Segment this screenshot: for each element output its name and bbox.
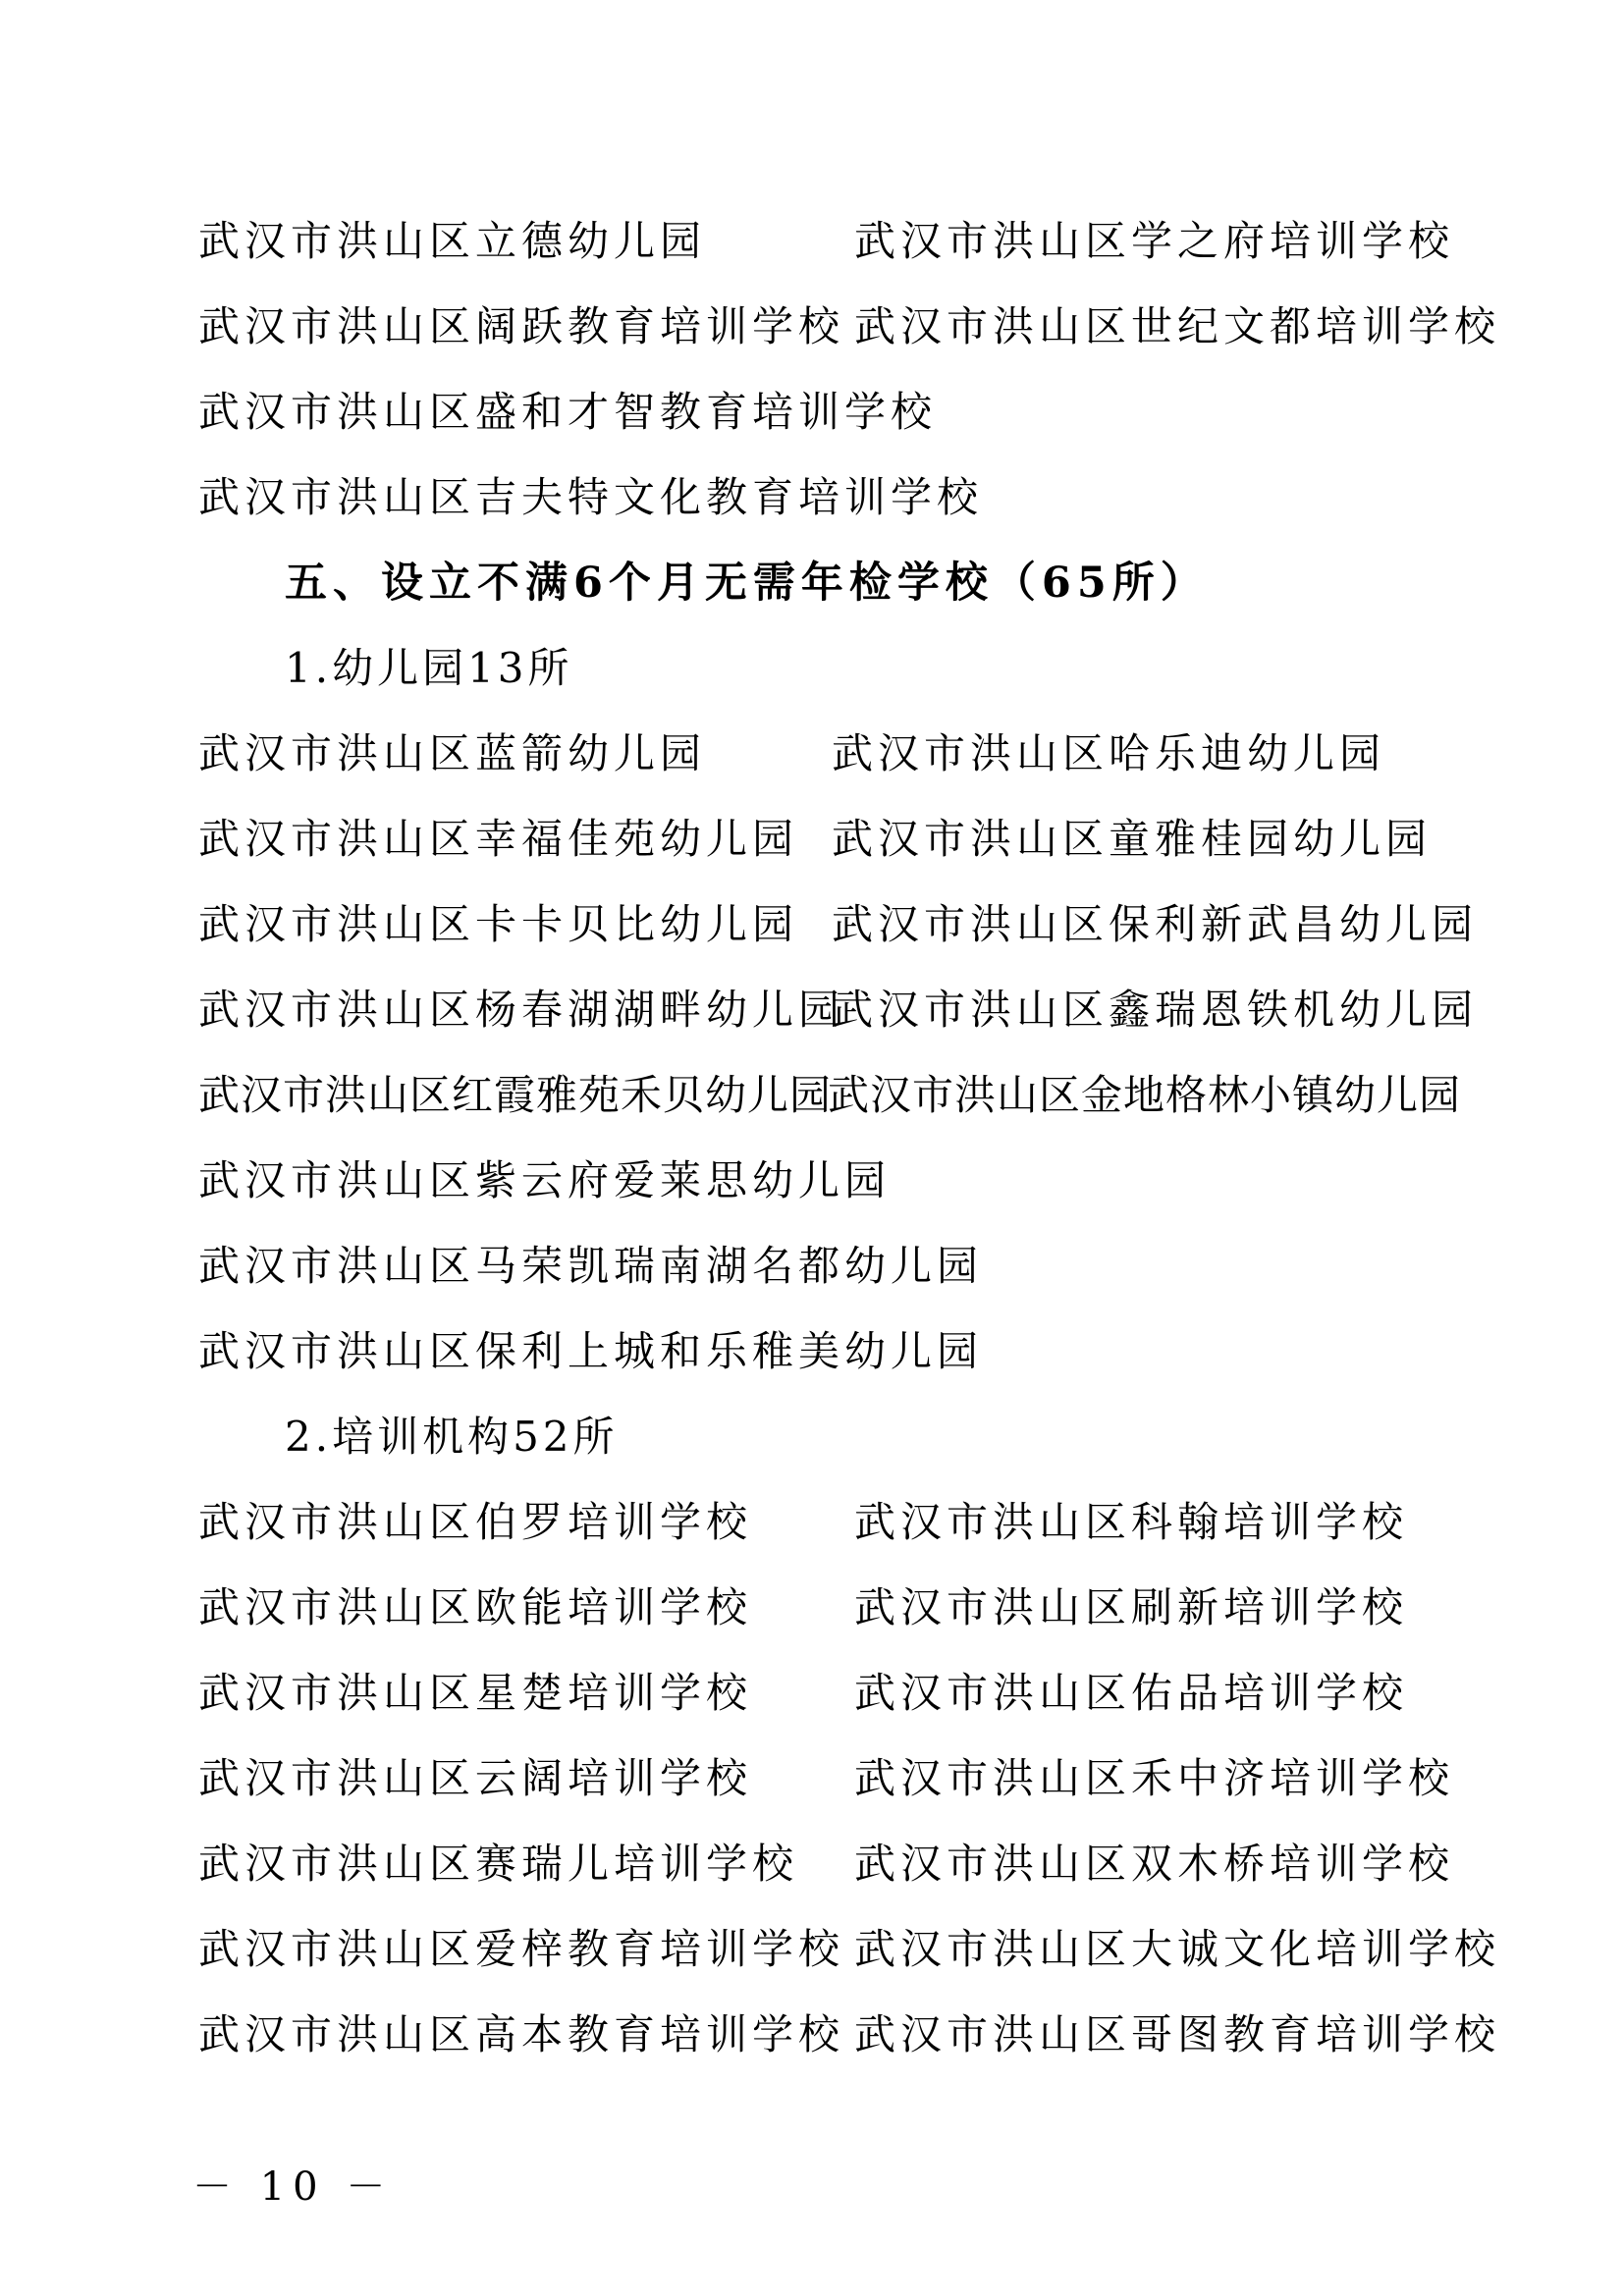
kindergarten-name: 武汉市洪山区紫云府爱莱思幼儿园	[198, 1156, 892, 1204]
section-heading: 五、设立不满6个月无需年检学校（65所）	[285, 559, 1209, 608]
kindergarten-name: 武汉市洪山区卡卡贝比幼儿园	[198, 900, 799, 948]
kindergarten-name: 武汉市洪山区金地格林小镇幼儿园	[828, 1071, 1462, 1119]
training-school-name: 武汉市洪山区云阔培训学校	[198, 1754, 753, 1802]
kindergarten-name: 武汉市洪山区幸福佳苑幼儿园	[198, 815, 799, 863]
school-name: 武汉市洪山区世纪文都培训学校	[854, 302, 1501, 350]
training-school-name: 武汉市洪山区双木桥培训学校	[854, 1840, 1455, 1888]
training-school-name: 武汉市洪山区欧能培训学校	[198, 1583, 753, 1631]
training-school-name: 武汉市洪山区佑品培训学校	[854, 1669, 1409, 1717]
school-name: 武汉市洪山区盛和才智教育培训学校	[198, 388, 938, 436]
training-school-name: 武汉市洪山区爱梓教育培训学校	[198, 1925, 845, 1973]
subsection-heading-training: 2.培训机构52所	[285, 1413, 619, 1461]
kindergarten-name: 武汉市洪山区哈乐迪幼儿园	[832, 729, 1386, 777]
training-school-name: 武汉市洪山区大诚文化培训学校	[854, 1925, 1501, 1973]
page-number: － 10 －	[192, 2164, 394, 2210]
training-school-name: 武汉市洪山区星楚培训学校	[198, 1669, 753, 1717]
training-school-name: 武汉市洪山区刷新培训学校	[854, 1583, 1409, 1631]
training-school-name: 武汉市洪山区科翰培训学校	[854, 1498, 1409, 1546]
training-school-name: 武汉市洪山区禾中济培训学校	[854, 1754, 1455, 1802]
subsection-heading-kindergarten: 1.幼儿园13所	[285, 644, 573, 692]
training-school-name: 武汉市洪山区伯罗培训学校	[198, 1498, 753, 1546]
training-school-name: 武汉市洪山区哥图教育培训学校	[854, 2010, 1501, 2058]
kindergarten-name: 武汉市洪山区童雅桂园幼儿园	[832, 815, 1433, 863]
kindergarten-name: 武汉市洪山区红霞雅苑禾贝幼儿园	[198, 1071, 833, 1119]
kindergarten-name: 武汉市洪山区杨春湖湖畔幼儿园	[198, 986, 845, 1034]
kindergarten-name: 武汉市洪山区马荣凯瑞南湖名都幼儿园	[198, 1242, 984, 1290]
kindergarten-name: 武汉市洪山区保利新武昌幼儿园	[832, 900, 1479, 948]
kindergarten-name: 武汉市洪山区鑫瑞恩铁机幼儿园	[832, 986, 1479, 1034]
kindergarten-name: 武汉市洪山区蓝箭幼儿园	[198, 729, 707, 777]
training-school-name: 武汉市洪山区高本教育培训学校	[198, 2010, 845, 2058]
school-name: 武汉市洪山区立德幼儿园	[198, 217, 707, 265]
school-name: 武汉市洪山区学之府培训学校	[854, 217, 1455, 265]
school-name: 武汉市洪山区阔跃教育培训学校	[198, 302, 845, 350]
training-school-name: 武汉市洪山区赛瑞儿培训学校	[198, 1840, 799, 1888]
school-name: 武汉市洪山区吉夫特文化教育培训学校	[198, 473, 984, 521]
kindergarten-name: 武汉市洪山区保利上城和乐稚美幼儿园	[198, 1327, 984, 1375]
